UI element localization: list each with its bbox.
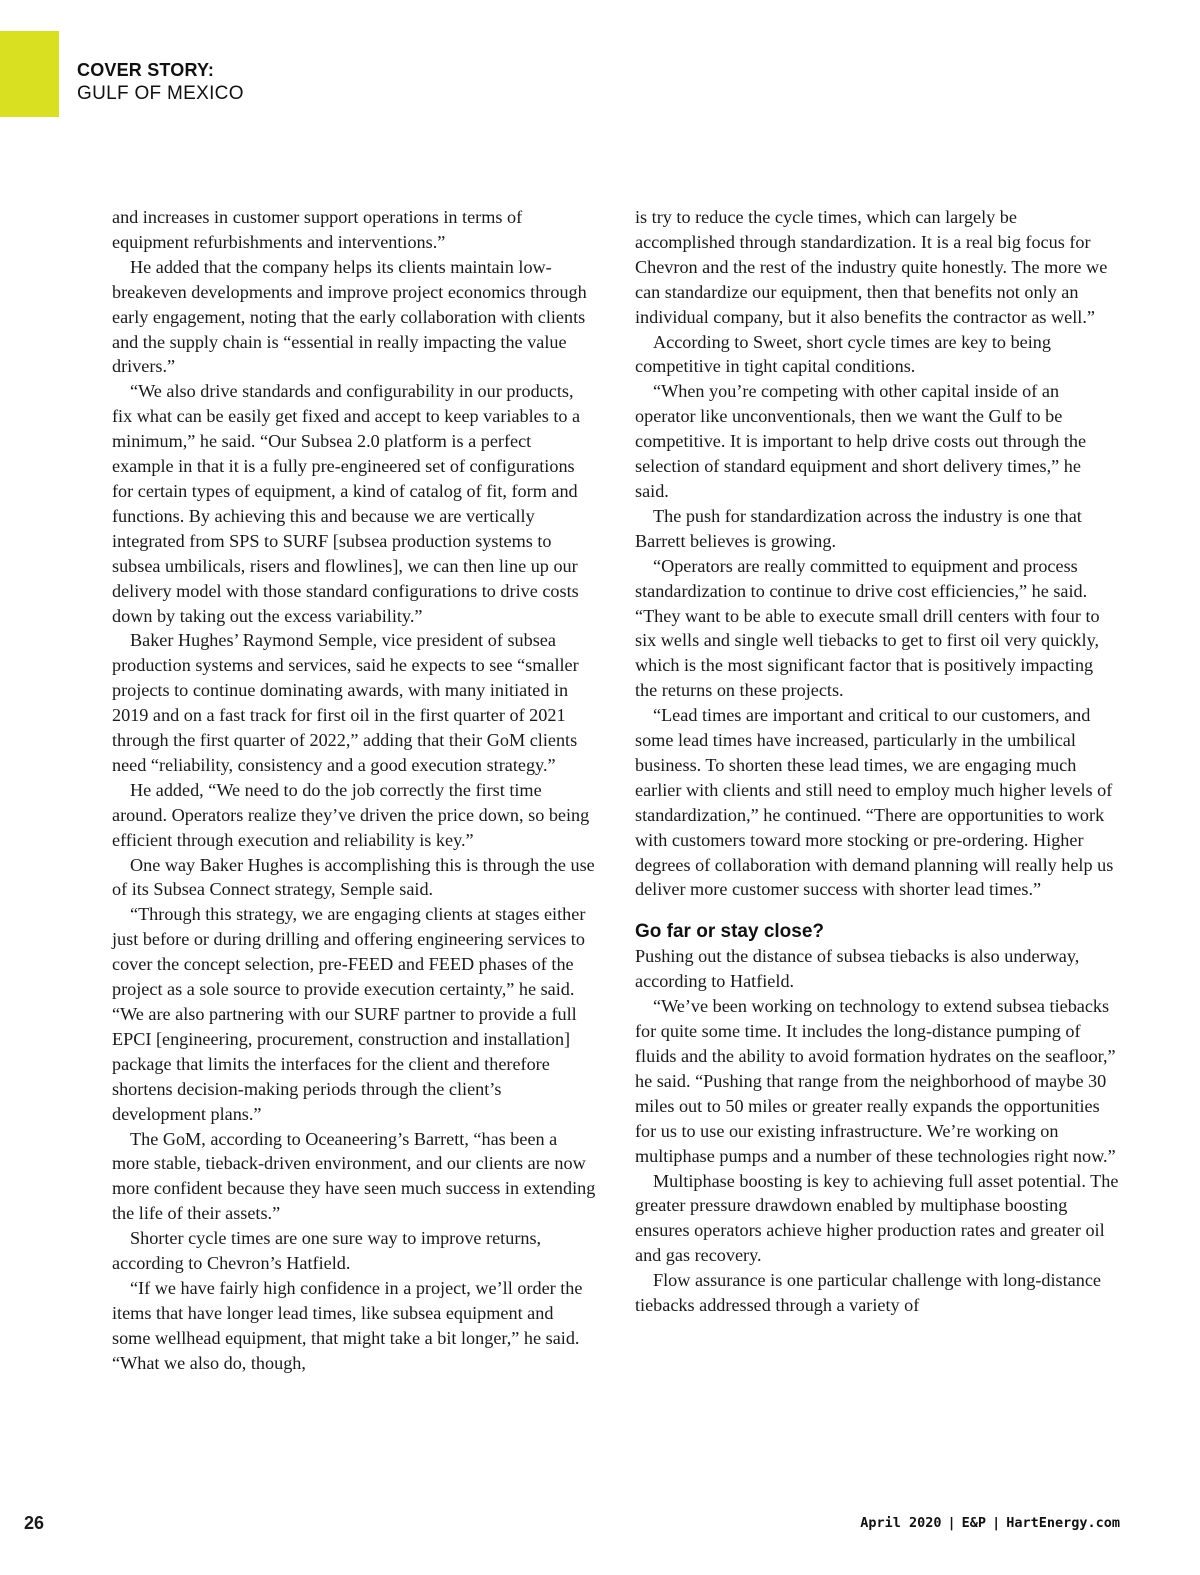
section-title: GULF OF MEXICO xyxy=(77,83,244,104)
subheading: Go far or stay close? xyxy=(635,921,825,943)
paragraph: “Lead times are important and critical to our customers, and some lead times have increased, particularly in the umbilical business. To shorten these lead times, we are engaging much earlier with clients and still need to employ much higher levels of standardization,” he continued. “There are opportunities to work with customers toward more stocking or pre-ordering. Higher degrees of collaboration with demand planning will really help us deliver more customer success with shorter lead times.” xyxy=(635,705,1114,900)
paragraph: Pushing out the distance of subsea tiebacks is also underway, according to Hatfield. xyxy=(635,946,1080,992)
paragraph: and increases in customer support operations in terms of equipment refurbishments and interventions.” xyxy=(112,207,523,252)
section-header xyxy=(77,58,244,106)
paragraph: is try to reduce the cycle times, which can largely be accomplished through standardization. It is a real big focus for Chevron and the rest of the industry quite honestly. The more we can standardize our equipment, then that benefits not only an individual company, but it also benefits the contractor as well.” xyxy=(635,207,1108,327)
right-column xyxy=(635,205,1119,1318)
paragraph: He added, “We need to do the job correctly the first time around. Operators realize they’ve driven the price down, so being efficient through execution and reliability is key.” xyxy=(112,779,590,850)
footer-folio xyxy=(860,1515,1120,1531)
page-number: 26 xyxy=(24,1513,45,1533)
paragraph: “Operators are really committed to equipment and process standardization to continue to drive cost efficiencies,” he said. “They want to be able to execute small drill centers with four to six wells and single well tiebacks to get to first oil very quickly, which is the most significant factor that is positively impacting the returns on these projects. xyxy=(635,555,1100,701)
left-column xyxy=(112,205,596,1376)
paragraph: Baker Hughes’ Raymond Semple, vice president of subsea production systems and services, said he expects to see “smaller projects to continue dominating awards, with many initiated in 2019 and on a fast track for first oil in the first quarter of 2021 through the first quarter of 2022,” adding that their GoM clients need “reliability, consistency and a good execution strategy.” xyxy=(112,630,579,775)
website-link[interactable]: HartEnergy.com xyxy=(1006,1515,1120,1531)
paragraph: “When you’re competing with other capital inside of an operator like unconventionals, then we want the Gulf to be competitive. It is important to help drive costs out through the selection of standard equipment and short delivery times,” he said. xyxy=(635,381,1087,501)
magazine-name: E&P xyxy=(961,1515,987,1531)
paragraph: He added that the company helps its clients maintain low-breakeven developments and improve project economics through early engagement, noting that the early collaboration with clients and the supply chain is “essential in really impacting the value drivers.” xyxy=(112,256,587,377)
folio-separator: | xyxy=(992,1515,1001,1531)
paragraph: Flow assurance is one particular challenge with long-distance tiebacks addressed through a variety of xyxy=(635,1270,1101,1316)
paragraph: One way Baker Hughes is accomplishing this is through the use of its Subsea Connect strategy, Semple said. xyxy=(112,854,595,900)
paragraph: Shorter cycle times are one sure way to improve returns, according to Chevron’s Hatfield. xyxy=(112,1228,542,1274)
paragraph: The push for standardization across the industry is one that Barrett believes is growing. xyxy=(635,505,1082,551)
paragraph: “We also drive standards and configurability in our products, fix what can be easily get fixed and accept to keep variables to a minimum,” he said. “Our Subsea 2.0 platform is a perfect example in that it is a fully pre-engineered set of configurations for certain types of equipment, a kind of catalog of fit, form and functions. By achieving this and because we are vertically integrated from SPS to SURF [subsea production systems to subsea umbilicals, risers and flowlines], we can then line up our delivery model with those standard configurations to drive costs down by taking out the excess variability.” xyxy=(112,381,581,626)
paragraph: “Through this strategy, we are engaging clients at stages either just before or during drilling and offering engineering services to cover the concept selection, pre-FEED and FEED phases of the project as a sole source to provide execution certainty,” he said. “We are also partnering with our SURF partner to provide a full EPCI [engineering, procurement, construction and installation] package that limits the interfaces for the client and therefore shortens decision-making periods through the client’s development plans.” xyxy=(112,904,586,1124)
paragraph: “If we have fairly high confidence in a project, we’ll order the items that have longer lead times, like subsea equipment and some wellhead equipment, that might take a bit longer,” he said. “What we also do, though, xyxy=(112,1277,583,1373)
section-kicker: COVER STORY: xyxy=(77,60,215,80)
paragraph: According to Sweet, short cycle times are key to being competitive in tight capital conditions. xyxy=(635,331,1051,377)
folio-separator: | xyxy=(947,1515,956,1531)
paragraph: “We’ve been working on technology to extend subsea tiebacks for quite some time. It includes the long-distance pumping of fluids and the ability to avoid formation hydrates on the seafloor,” he said. “Pushing that range from the neighborhood of maybe 30 miles out to 50 miles or greater really expands the opportunities for us to use our existing infrastructure. We’re working on multiphase pumps and a number of these technologies right now.” xyxy=(635,996,1116,1166)
issue-date: April 2020 xyxy=(860,1515,942,1531)
section-color-tab xyxy=(0,31,59,117)
paragraph: The GoM, according to Oceaneering’s Barrett, “has been a more stable, tieback-driven environment, and our clients are now more confident because they have seen much success in extending the life of their assets.” xyxy=(112,1128,596,1224)
paragraph: Multiphase boosting is key to achieving full asset potential. The greater pressure drawdown enabled by multiphase boosting ensures operators achieve higher production rates and greater oil and gas recovery. xyxy=(635,1170,1119,1266)
